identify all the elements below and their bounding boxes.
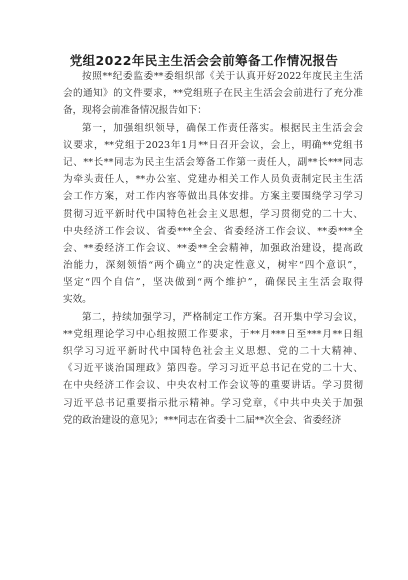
paragraph-line: 会、**委经济工作会议、**委**全会精神，加强政治建设，提高政 bbox=[63, 242, 363, 254]
paragraph bbox=[63, 120, 363, 309]
paragraph-line: 习近平总书记重要指示批示精神。学习党章，《中共中央关于加强 bbox=[63, 397, 363, 409]
paragraph-line: 在中央经济工作会议、中央农村工作会议等的重要讲话。学习贯彻 bbox=[63, 380, 363, 392]
paragraph-line: 《习近平谈治国理政》第四卷。学习习近平总书记在党的二十大、 bbox=[63, 363, 363, 375]
paragraph-line: 党的政治建设的意见》；***同志在省委十二届**次全会、省委经济 bbox=[63, 414, 342, 426]
document-title: 党组2022年民主生活会会前筹备工作情况报告 bbox=[69, 53, 339, 68]
paragraph-line: 为牵头责任人，**办公室、党建办相关工作人员负责制定民主生活 bbox=[63, 174, 363, 186]
paragraph-line: 会的通知》的文件要求，**党组班子在民主生活会会前进行了充分准 bbox=[63, 88, 363, 100]
paragraph-line: 会工作方案，对工作内容等做出具体安排。方案主要围绕学习学习 bbox=[63, 191, 363, 203]
paragraph-line: 贯彻习近平新时代中国特色社会主义思想，学习贯彻党的二十大、 bbox=[63, 208, 363, 220]
document-body bbox=[63, 68, 363, 429]
paragraph-line: 织学习习近平新时代中国特色社会主义思想、党的二十大精神、 bbox=[63, 346, 363, 357]
paragraph bbox=[63, 68, 363, 120]
paragraph-line: 议要求，**党组于2023年1月**日召开会议，会上，明确**党组书 bbox=[63, 139, 363, 151]
paragraph bbox=[63, 309, 363, 429]
paragraph-line: 第一，加强组织领导，确保工作责任落实。根据民主生活会会 bbox=[82, 122, 363, 134]
paragraph-line: 中央经济工作会议、省委***全会、省委经济工作会议、**委***全 bbox=[63, 225, 363, 237]
paragraph-line: 实效。 bbox=[63, 294, 92, 306]
paragraph-line: 第二，持续加强学习，严格制定工作方案。召开集中学习会议， bbox=[82, 311, 363, 323]
paragraph-line: **党组理论学习中心组按照工作要求，于**月***日至***月**日组 bbox=[63, 328, 363, 340]
paragraph-line: 坚定“四个自信”，坚决做到“两个维护”，确保民主生活会取得 bbox=[63, 277, 363, 289]
paragraph-line: 备，现将会前准备情况报告如下： bbox=[63, 105, 207, 117]
paragraph-line: 按照**纪委监委**委组织部《关于认真开好2022年度民主生活 bbox=[82, 71, 363, 82]
paragraph-line: 记、**长**同志为民主生活会筹备工作第一责任人，副**长***同志 bbox=[63, 156, 363, 168]
paragraph-line: 治能力，深刻领悟“两个确立”的决定性意义，树牢“四个意识”， bbox=[63, 260, 363, 272]
